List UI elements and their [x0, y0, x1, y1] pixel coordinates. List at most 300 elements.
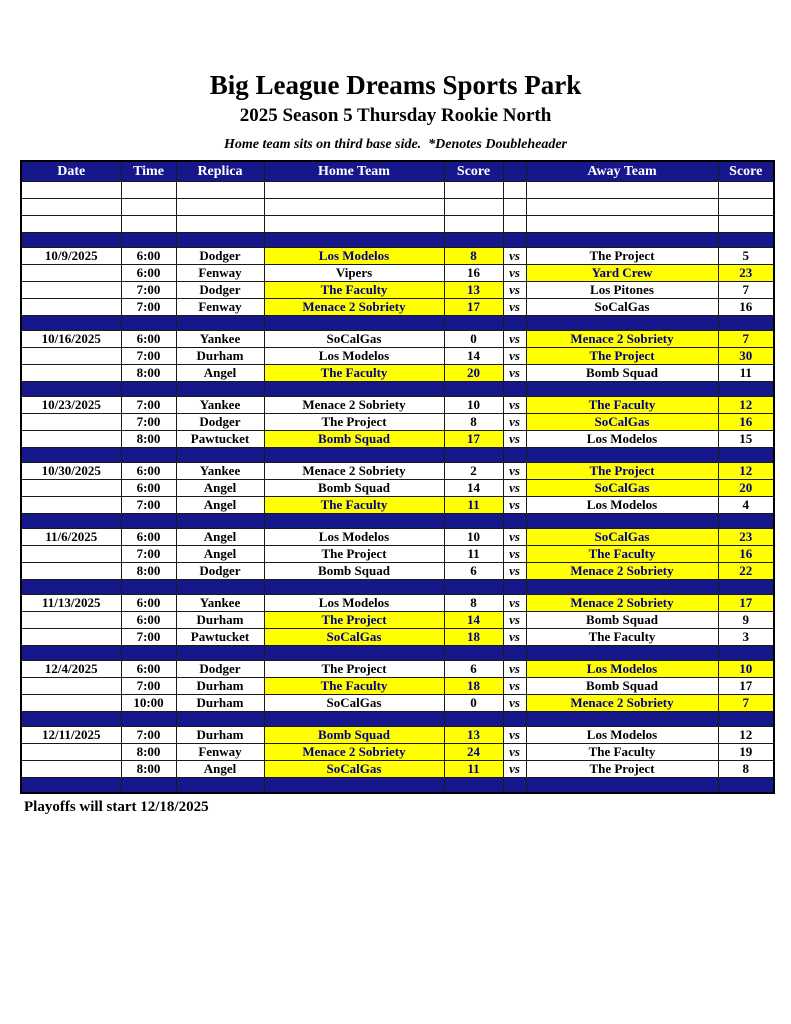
home-team-cell: [264, 233, 444, 248]
separator-row: [21, 580, 774, 595]
date-cell: [21, 182, 121, 199]
away-team-cell: [526, 712, 718, 727]
date-cell: 12/4/2025: [21, 661, 121, 678]
game-row: [21, 365, 774, 382]
away-score-cell: 20: [718, 480, 774, 497]
game-row: [21, 265, 774, 282]
home-score-cell: 17: [444, 299, 503, 316]
date-cell: [21, 761, 121, 778]
time-cell: [121, 712, 176, 727]
away-team-cell: Yard Crew: [526, 265, 718, 282]
time-cell: 8:00: [121, 761, 176, 778]
replica-cell: [176, 646, 264, 661]
game-row: [21, 431, 774, 448]
time-cell: 7:00: [121, 727, 176, 744]
schedule-table: [20, 160, 775, 794]
away-team-cell: Los Modelos: [526, 661, 718, 678]
column-header-score: Score: [444, 161, 503, 182]
replica-cell: Angel: [176, 761, 264, 778]
time-cell: [121, 382, 176, 397]
home-team-cell: Menace 2 Sobriety: [264, 744, 444, 761]
home-team-cell: The Project: [264, 414, 444, 431]
game-row: [21, 744, 774, 761]
page-title: Big League Dreams Sports Park: [209, 70, 582, 100]
game-row: [21, 727, 774, 744]
away-score-cell: 8: [718, 761, 774, 778]
date-cell: [21, 563, 121, 580]
time-cell: 7:00: [121, 282, 176, 299]
date-cell: 11/6/2025: [21, 529, 121, 546]
time-cell: [121, 316, 176, 331]
away-team-cell: SoCalGas: [526, 480, 718, 497]
replica-cell: Pawtucket: [176, 629, 264, 646]
away-score-cell: 7: [718, 282, 774, 299]
replica-cell: [176, 778, 264, 794]
home-score-cell: 16: [444, 265, 503, 282]
replica-cell: [176, 712, 264, 727]
game-row: [21, 678, 774, 695]
vs-cell: vs: [503, 761, 526, 778]
date-cell: [21, 629, 121, 646]
replica-cell: [176, 216, 264, 233]
away-score-cell: 30: [718, 348, 774, 365]
vs-cell: vs: [503, 331, 526, 348]
away-score-cell: [718, 199, 774, 216]
time-cell: 7:00: [121, 546, 176, 563]
game-row: [21, 248, 774, 265]
replica-cell: Dodger: [176, 661, 264, 678]
date-cell: 10/9/2025: [21, 248, 121, 265]
away-score-cell: [718, 448, 774, 463]
away-team-cell: [526, 216, 718, 233]
away-team-cell: [526, 448, 718, 463]
header-row: [21, 161, 774, 182]
empty-row: [21, 199, 774, 216]
home-score-cell: 11: [444, 761, 503, 778]
home-score-cell: 10: [444, 397, 503, 414]
home-team-cell: [264, 646, 444, 661]
away-team-cell: The Faculty: [526, 397, 718, 414]
home-team-cell: [264, 448, 444, 463]
replica-cell: Dodger: [176, 248, 264, 265]
home-score-cell: [444, 216, 503, 233]
date-cell: [21, 265, 121, 282]
page-subtitle: 2025 Season 5 Thursday Rookie North: [239, 105, 552, 126]
home-team-cell: The Faculty: [264, 365, 444, 382]
replica-cell: Yankee: [176, 463, 264, 480]
replica-cell: [176, 448, 264, 463]
date-cell: [21, 678, 121, 695]
vs-cell: vs: [503, 661, 526, 678]
vs-cell: [503, 316, 526, 331]
replica-cell: Durham: [176, 695, 264, 712]
home-score-cell: [444, 646, 503, 661]
home-team-cell: [264, 778, 444, 794]
time-cell: 6:00: [121, 595, 176, 612]
replica-cell: [176, 199, 264, 216]
home-team-cell: The Project: [264, 661, 444, 678]
time-cell: 7:00: [121, 299, 176, 316]
away-score-cell: 17: [718, 595, 774, 612]
time-cell: [121, 580, 176, 595]
vs-cell: [503, 233, 526, 248]
vs-cell: [503, 514, 526, 529]
vs-cell: vs: [503, 414, 526, 431]
home-score-cell: [444, 712, 503, 727]
away-team-cell: SoCalGas: [526, 299, 718, 316]
away-score-cell: 16: [718, 299, 774, 316]
away-team-cell: The Faculty: [526, 629, 718, 646]
vs-cell: vs: [503, 563, 526, 580]
home-team-cell: [264, 182, 444, 199]
date-cell: 12/11/2025: [21, 727, 121, 744]
away-team-cell: [526, 199, 718, 216]
home-team-cell: [264, 316, 444, 331]
home-team-cell: [264, 580, 444, 595]
separator-row: [21, 778, 774, 794]
vs-cell: vs: [503, 348, 526, 365]
away-team-cell: Los Modelos: [526, 497, 718, 514]
date-cell: [21, 612, 121, 629]
away-score-cell: [718, 712, 774, 727]
vs-cell: vs: [503, 612, 526, 629]
away-team-cell: Menace 2 Sobriety: [526, 331, 718, 348]
replica-cell: [176, 514, 264, 529]
vs-cell: [503, 199, 526, 216]
date-cell: [21, 199, 121, 216]
game-row: [21, 629, 774, 646]
away-score-cell: 10: [718, 661, 774, 678]
time-cell: 6:00: [121, 248, 176, 265]
game-row: [21, 695, 774, 712]
date-cell: [21, 316, 121, 331]
home-team-cell: The Project: [264, 546, 444, 563]
time-cell: 6:00: [121, 529, 176, 546]
game-row: [21, 414, 774, 431]
time-cell: [121, 448, 176, 463]
home-score-cell: [444, 514, 503, 529]
home-team-cell: Los Modelos: [264, 595, 444, 612]
away-score-cell: [718, 382, 774, 397]
replica-cell: [176, 580, 264, 595]
away-score-cell: [718, 216, 774, 233]
home-team-cell: SoCalGas: [264, 695, 444, 712]
away-team-cell: Bomb Squad: [526, 365, 718, 382]
vs-cell: [503, 712, 526, 727]
date-cell: [21, 365, 121, 382]
home-score-cell: 2: [444, 463, 503, 480]
away-team-cell: The Faculty: [526, 546, 718, 563]
away-score-cell: 3: [718, 629, 774, 646]
separator-row: [21, 448, 774, 463]
separator-row: [21, 514, 774, 529]
game-row: [21, 397, 774, 414]
replica-cell: Dodger: [176, 414, 264, 431]
replica-cell: [176, 316, 264, 331]
away-team-cell: Bomb Squad: [526, 678, 718, 695]
empty-row: [21, 182, 774, 199]
replica-cell: Dodger: [176, 563, 264, 580]
game-row: [21, 661, 774, 678]
home-team-cell: The Project: [264, 612, 444, 629]
home-score-cell: 11: [444, 497, 503, 514]
home-score-cell: 8: [444, 248, 503, 265]
game-row: [21, 546, 774, 563]
away-team-cell: [526, 382, 718, 397]
vs-cell: vs: [503, 463, 526, 480]
away-team-cell: The Faculty: [526, 744, 718, 761]
date-cell: [21, 712, 121, 727]
away-score-cell: 16: [718, 546, 774, 563]
away-team-cell: Bomb Squad: [526, 612, 718, 629]
replica-cell: Pawtucket: [176, 431, 264, 448]
time-cell: [121, 182, 176, 199]
away-team-cell: [526, 514, 718, 529]
replica-cell: Yankee: [176, 595, 264, 612]
vs-cell: [503, 778, 526, 794]
vs-cell: vs: [503, 282, 526, 299]
away-team-cell: The Project: [526, 348, 718, 365]
replica-cell: [176, 182, 264, 199]
game-row: [21, 612, 774, 629]
game-row: [21, 463, 774, 480]
home-team-cell: [264, 199, 444, 216]
vs-cell: vs: [503, 546, 526, 563]
away-team-cell: Menace 2 Sobriety: [526, 695, 718, 712]
date-cell: 10/30/2025: [21, 463, 121, 480]
replica-cell: Yankee: [176, 397, 264, 414]
date-cell: [21, 448, 121, 463]
playoffs-note: Playoffs will start 12/18/2025: [24, 799, 209, 815]
vs-cell: [503, 448, 526, 463]
home-team-cell: SoCalGas: [264, 629, 444, 646]
time-cell: 8:00: [121, 431, 176, 448]
vs-cell: vs: [503, 678, 526, 695]
away-score-cell: 16: [718, 414, 774, 431]
home-score-cell: [444, 778, 503, 794]
game-row: [21, 595, 774, 612]
home-team-cell: Bomb Squad: [264, 563, 444, 580]
date-cell: [21, 497, 121, 514]
vs-cell: [503, 216, 526, 233]
away-team-cell: Los Modelos: [526, 727, 718, 744]
home-team-cell: Los Modelos: [264, 248, 444, 265]
time-cell: [121, 199, 176, 216]
time-cell: 6:00: [121, 661, 176, 678]
vs-cell: vs: [503, 431, 526, 448]
away-team-cell: [526, 233, 718, 248]
time-cell: 6:00: [121, 463, 176, 480]
replica-cell: [176, 382, 264, 397]
separator-row: [21, 382, 774, 397]
away-score-cell: 4: [718, 497, 774, 514]
date-cell: [21, 431, 121, 448]
replica-cell: Angel: [176, 365, 264, 382]
time-cell: 6:00: [121, 612, 176, 629]
vs-cell: [503, 182, 526, 199]
time-cell: 7:00: [121, 497, 176, 514]
date-cell: 10/23/2025: [21, 397, 121, 414]
replica-cell: Yankee: [176, 331, 264, 348]
home-score-cell: 13: [444, 282, 503, 299]
game-row: [21, 331, 774, 348]
replica-cell: Durham: [176, 678, 264, 695]
date-cell: [21, 348, 121, 365]
away-score-cell: 23: [718, 529, 774, 546]
away-score-cell: 7: [718, 695, 774, 712]
away-score-cell: [718, 646, 774, 661]
home-score-cell: [444, 580, 503, 595]
home-team-cell: The Faculty: [264, 282, 444, 299]
replica-cell: Fenway: [176, 744, 264, 761]
home-score-cell: 24: [444, 744, 503, 761]
game-row: [21, 761, 774, 778]
vs-cell: vs: [503, 695, 526, 712]
away-score-cell: 9: [718, 612, 774, 629]
away-score-cell: 12: [718, 463, 774, 480]
separator-row: [21, 646, 774, 661]
home-team-cell: [264, 712, 444, 727]
home-team-cell: Los Modelos: [264, 348, 444, 365]
time-cell: [121, 514, 176, 529]
home-score-cell: [444, 199, 503, 216]
away-score-cell: 22: [718, 563, 774, 580]
home-score-cell: 14: [444, 480, 503, 497]
time-cell: 8:00: [121, 744, 176, 761]
away-team-cell: The Project: [526, 463, 718, 480]
date-cell: [21, 778, 121, 794]
home-score-cell: 18: [444, 629, 503, 646]
home-score-cell: 18: [444, 678, 503, 695]
vs-cell: vs: [503, 629, 526, 646]
away-score-cell: 12: [718, 727, 774, 744]
game-row: [21, 529, 774, 546]
date-cell: [21, 233, 121, 248]
away-team-cell: SoCalGas: [526, 529, 718, 546]
time-cell: 8:00: [121, 563, 176, 580]
vs-cell: vs: [503, 595, 526, 612]
time-cell: 6:00: [121, 331, 176, 348]
date-cell: [21, 299, 121, 316]
time-cell: 8:00: [121, 365, 176, 382]
away-score-cell: [718, 580, 774, 595]
home-team-cell: Menace 2 Sobriety: [264, 463, 444, 480]
vs-cell: vs: [503, 265, 526, 282]
time-cell: [121, 778, 176, 794]
home-team-cell: [264, 216, 444, 233]
home-team-cell: Menace 2 Sobriety: [264, 397, 444, 414]
home-team-cell: Vipers: [264, 265, 444, 282]
column-header-date: Date: [21, 161, 121, 182]
away-score-cell: [718, 316, 774, 331]
separator-row: [21, 712, 774, 727]
date-cell: [21, 646, 121, 661]
away-team-cell: [526, 646, 718, 661]
home-team-cell: SoCalGas: [264, 331, 444, 348]
away-team-cell: SoCalGas: [526, 414, 718, 431]
replica-cell: Angel: [176, 497, 264, 514]
home-score-cell: 14: [444, 348, 503, 365]
date-cell: [21, 580, 121, 595]
doubleheader-note: Home team sits on third base side. *Denotes Doubleheader: [224, 137, 567, 152]
away-team-cell: [526, 580, 718, 595]
vs-cell: vs: [503, 248, 526, 265]
away-team-cell: Los Modelos: [526, 431, 718, 448]
replica-cell: Angel: [176, 480, 264, 497]
date-cell: [21, 414, 121, 431]
vs-cell: vs: [503, 480, 526, 497]
time-cell: 7:00: [121, 629, 176, 646]
replica-cell: Durham: [176, 348, 264, 365]
time-cell: 10:00: [121, 695, 176, 712]
time-cell: [121, 216, 176, 233]
vs-cell: [503, 646, 526, 661]
home-team-cell: Menace 2 Sobriety: [264, 299, 444, 316]
away-team-cell: The Project: [526, 248, 718, 265]
date-cell: [21, 282, 121, 299]
date-cell: [21, 546, 121, 563]
home-score-cell: 11: [444, 546, 503, 563]
game-row: [21, 480, 774, 497]
home-team-cell: The Faculty: [264, 678, 444, 695]
schedule-body: [21, 182, 774, 794]
column-header-score: Score: [718, 161, 774, 182]
away-score-cell: 23: [718, 265, 774, 282]
away-score-cell: 11: [718, 365, 774, 382]
away-team-cell: [526, 778, 718, 794]
game-row: [21, 497, 774, 514]
away-score-cell: 17: [718, 678, 774, 695]
vs-cell: vs: [503, 365, 526, 382]
vs-cell: vs: [503, 727, 526, 744]
time-cell: 7:00: [121, 678, 176, 695]
away-score-cell: 12: [718, 397, 774, 414]
home-team-cell: [264, 382, 444, 397]
vs-cell: vs: [503, 744, 526, 761]
away-team-cell: The Project: [526, 761, 718, 778]
replica-cell: Angel: [176, 546, 264, 563]
column-header-vs: [503, 161, 526, 182]
separator-row: [21, 316, 774, 331]
home-team-cell: The Faculty: [264, 497, 444, 514]
replica-cell: Fenway: [176, 299, 264, 316]
away-score-cell: 15: [718, 431, 774, 448]
date-cell: [21, 480, 121, 497]
vs-cell: vs: [503, 299, 526, 316]
date-cell: [21, 216, 121, 233]
column-header-away-team: Away Team: [526, 161, 718, 182]
home-score-cell: 20: [444, 365, 503, 382]
game-row: [21, 563, 774, 580]
home-team-cell: Bomb Squad: [264, 431, 444, 448]
home-score-cell: [444, 182, 503, 199]
date-cell: [21, 514, 121, 529]
home-score-cell: 13: [444, 727, 503, 744]
away-team-cell: Los Pitones: [526, 282, 718, 299]
replica-cell: Durham: [176, 612, 264, 629]
time-cell: 6:00: [121, 265, 176, 282]
away-score-cell: [718, 778, 774, 794]
away-team-cell: [526, 182, 718, 199]
date-cell: [21, 744, 121, 761]
home-team-cell: Bomb Squad: [264, 727, 444, 744]
time-cell: [121, 233, 176, 248]
home-score-cell: 17: [444, 431, 503, 448]
away-score-cell: 7: [718, 331, 774, 348]
away-team-cell: [526, 316, 718, 331]
away-score-cell: 19: [718, 744, 774, 761]
game-row: [21, 348, 774, 365]
